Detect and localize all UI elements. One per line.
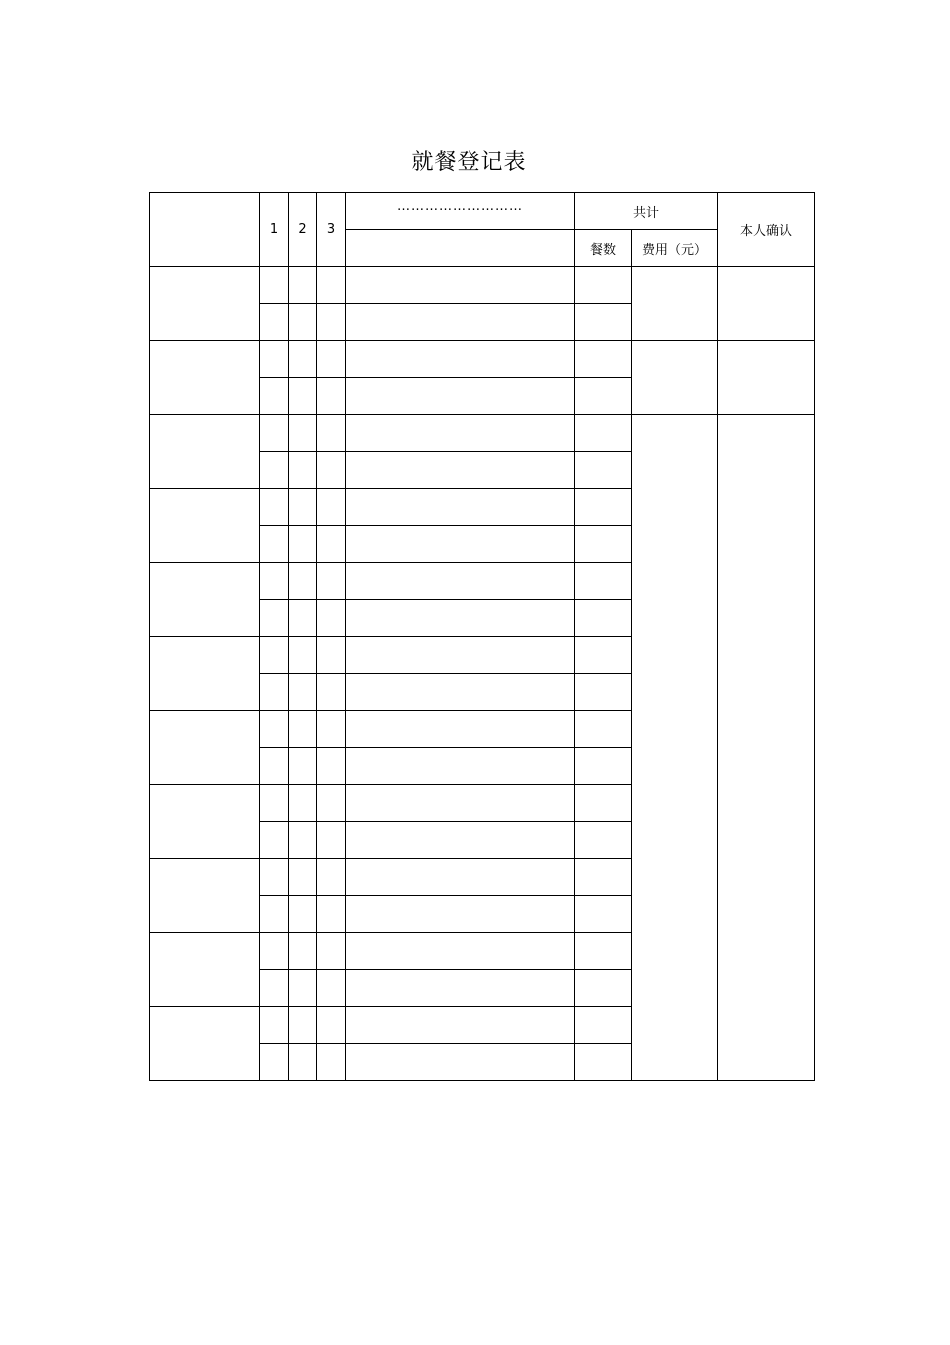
check-cell-2[interactable] bbox=[289, 970, 317, 1007]
check-cell-2[interactable] bbox=[289, 933, 317, 970]
check-cell-1[interactable] bbox=[260, 785, 289, 822]
check-cell-3[interactable] bbox=[317, 711, 346, 748]
header-cost: 费用（元） bbox=[632, 230, 718, 267]
check-cell-3[interactable] bbox=[317, 378, 346, 415]
meals-cell[interactable] bbox=[575, 970, 632, 1007]
detail-cell[interactable] bbox=[346, 600, 575, 637]
meals-cell[interactable] bbox=[575, 933, 632, 970]
check-cell-1[interactable] bbox=[260, 526, 289, 563]
confirm-cell[interactable] bbox=[718, 341, 815, 415]
check-cell-2[interactable] bbox=[289, 785, 317, 822]
detail-cell[interactable] bbox=[346, 674, 575, 711]
header-name-cell bbox=[150, 193, 260, 267]
check-cell-2[interactable] bbox=[289, 859, 317, 896]
meals-cell[interactable] bbox=[575, 526, 632, 563]
cost-cell[interactable] bbox=[632, 267, 718, 341]
check-cell-1[interactable] bbox=[260, 489, 289, 526]
name-cell[interactable] bbox=[150, 341, 260, 415]
meals-cell[interactable] bbox=[575, 341, 632, 378]
name-cell[interactable] bbox=[150, 785, 260, 859]
check-cell-2[interactable] bbox=[289, 378, 317, 415]
meals-cell[interactable] bbox=[575, 452, 632, 489]
check-cell-2[interactable] bbox=[289, 1044, 317, 1081]
check-cell-3[interactable] bbox=[317, 563, 346, 600]
check-cell-1[interactable] bbox=[260, 748, 289, 785]
meals-cell[interactable] bbox=[575, 859, 632, 896]
meals-cell[interactable] bbox=[575, 415, 632, 452]
check-cell-2[interactable] bbox=[289, 304, 317, 341]
name-cell[interactable] bbox=[150, 267, 260, 341]
check-cell-1[interactable] bbox=[260, 304, 289, 341]
table-row bbox=[150, 415, 815, 452]
check-cell-2[interactable] bbox=[289, 748, 317, 785]
check-cell-2[interactable] bbox=[289, 563, 317, 600]
check-cell-1[interactable] bbox=[260, 711, 289, 748]
page-title: 就餐登记表 bbox=[411, 150, 527, 175]
header-confirm: 本人确认 bbox=[718, 193, 815, 267]
detail-cell[interactable] bbox=[346, 637, 575, 674]
check-cell-3[interactable] bbox=[317, 341, 346, 378]
detail-cell[interactable] bbox=[346, 341, 575, 378]
check-cell-3[interactable] bbox=[317, 822, 346, 859]
header-meals: 餐数 bbox=[575, 230, 632, 267]
meals-cell[interactable] bbox=[575, 785, 632, 822]
check-cell-1[interactable] bbox=[260, 970, 289, 1007]
detail-cell[interactable] bbox=[346, 304, 575, 341]
check-cell-3[interactable] bbox=[317, 674, 346, 711]
header-blank-cell bbox=[346, 230, 575, 267]
check-cell-1[interactable] bbox=[260, 933, 289, 970]
name-cell[interactable] bbox=[150, 489, 260, 563]
meals-cell[interactable] bbox=[575, 822, 632, 859]
meals-cell[interactable] bbox=[575, 489, 632, 526]
check-cell-2[interactable] bbox=[289, 674, 317, 711]
header-row-1 bbox=[150, 193, 815, 230]
check-cell-3[interactable] bbox=[317, 785, 346, 822]
detail-cell[interactable] bbox=[346, 452, 575, 489]
detail-cell[interactable] bbox=[346, 822, 575, 859]
check-cell-2[interactable] bbox=[289, 489, 317, 526]
detail-cell[interactable] bbox=[346, 563, 575, 600]
check-cell-3[interactable] bbox=[317, 415, 346, 452]
check-cell-1[interactable] bbox=[260, 674, 289, 711]
cost-cell[interactable] bbox=[632, 341, 718, 415]
detail-cell[interactable] bbox=[346, 711, 575, 748]
check-cell-2[interactable] bbox=[289, 822, 317, 859]
check-cell-1[interactable] bbox=[260, 415, 289, 452]
check-cell-1[interactable] bbox=[260, 600, 289, 637]
check-cell-2[interactable] bbox=[289, 452, 317, 489]
check-cell-3[interactable] bbox=[317, 526, 346, 563]
check-cell-3[interactable] bbox=[317, 452, 346, 489]
check-cell-1[interactable] bbox=[260, 637, 289, 674]
check-cell-1[interactable] bbox=[260, 896, 289, 933]
name-cell[interactable] bbox=[150, 563, 260, 637]
detail-cell[interactable] bbox=[346, 785, 575, 822]
check-cell-1[interactable] bbox=[260, 1044, 289, 1081]
meals-cell[interactable] bbox=[575, 267, 632, 304]
meals-cell[interactable] bbox=[575, 1007, 632, 1044]
check-cell-2[interactable] bbox=[289, 896, 317, 933]
meal-registration-table bbox=[149, 192, 815, 1081]
detail-cell[interactable] bbox=[346, 1007, 575, 1044]
check-cell-1[interactable] bbox=[260, 822, 289, 859]
check-cell-3[interactable] bbox=[317, 896, 346, 933]
check-cell-3[interactable] bbox=[317, 600, 346, 637]
check-cell-1[interactable] bbox=[260, 563, 289, 600]
check-cell-1[interactable] bbox=[260, 378, 289, 415]
meals-cell[interactable] bbox=[575, 1044, 632, 1081]
header-col-3: 3 bbox=[317, 193, 346, 267]
check-cell-2[interactable] bbox=[289, 1007, 317, 1044]
cost-cell[interactable] bbox=[632, 415, 718, 1081]
check-cell-3[interactable] bbox=[317, 859, 346, 896]
header-col-2: 2 bbox=[289, 193, 317, 267]
meals-cell[interactable] bbox=[575, 674, 632, 711]
detail-cell[interactable] bbox=[346, 970, 575, 1007]
detail-cell[interactable] bbox=[346, 489, 575, 526]
check-cell-3[interactable] bbox=[317, 933, 346, 970]
table-row bbox=[150, 341, 815, 378]
confirm-cell[interactable] bbox=[718, 415, 815, 1081]
meals-cell[interactable] bbox=[575, 896, 632, 933]
name-cell[interactable] bbox=[150, 415, 260, 489]
check-cell-3[interactable] bbox=[317, 637, 346, 674]
meals-cell[interactable] bbox=[575, 711, 632, 748]
meals-cell[interactable] bbox=[575, 748, 632, 785]
detail-cell[interactable] bbox=[346, 933, 575, 970]
name-cell[interactable] bbox=[150, 859, 260, 933]
meals-cell[interactable] bbox=[575, 563, 632, 600]
check-cell-1[interactable] bbox=[260, 341, 289, 378]
detail-cell[interactable] bbox=[346, 378, 575, 415]
check-cell-2[interactable] bbox=[289, 711, 317, 748]
meals-cell[interactable] bbox=[575, 637, 632, 674]
check-cell-1[interactable] bbox=[260, 1007, 289, 1044]
check-cell-2[interactable] bbox=[289, 600, 317, 637]
name-cell[interactable] bbox=[150, 1007, 260, 1081]
check-cell-1[interactable] bbox=[260, 452, 289, 489]
check-cell-3[interactable] bbox=[317, 1007, 346, 1044]
meals-cell[interactable] bbox=[575, 304, 632, 341]
check-cell-2[interactable] bbox=[289, 415, 317, 452]
check-cell-3[interactable] bbox=[317, 304, 346, 341]
name-cell[interactable] bbox=[150, 711, 260, 785]
detail-cell[interactable] bbox=[346, 267, 575, 304]
check-cell-1[interactable] bbox=[260, 859, 289, 896]
detail-cell[interactable] bbox=[346, 526, 575, 563]
check-cell-1[interactable] bbox=[260, 267, 289, 304]
meals-cell[interactable] bbox=[575, 600, 632, 637]
table-row bbox=[150, 267, 815, 304]
detail-cell[interactable] bbox=[346, 859, 575, 896]
check-cell-2[interactable] bbox=[289, 341, 317, 378]
detail-cell[interactable] bbox=[346, 748, 575, 785]
check-cell-3[interactable] bbox=[317, 1044, 346, 1081]
detail-cell[interactable] bbox=[346, 896, 575, 933]
check-cell-3[interactable] bbox=[317, 489, 346, 526]
detail-cell[interactable] bbox=[346, 1044, 575, 1081]
name-cell[interactable] bbox=[150, 933, 260, 1007]
check-cell-2[interactable] bbox=[289, 637, 317, 674]
header-dots: ……………………… bbox=[346, 193, 575, 230]
meals-cell[interactable] bbox=[575, 378, 632, 415]
header-total: 共计 bbox=[575, 193, 718, 230]
check-cell-2[interactable] bbox=[289, 526, 317, 563]
check-cell-3[interactable] bbox=[317, 267, 346, 304]
check-cell-2[interactable] bbox=[289, 267, 317, 304]
check-cell-3[interactable] bbox=[317, 748, 346, 785]
confirm-cell[interactable] bbox=[718, 267, 815, 341]
check-cell-3[interactable] bbox=[317, 970, 346, 1007]
detail-cell[interactable] bbox=[346, 415, 575, 452]
header-col-1: 1 bbox=[260, 193, 289, 267]
name-cell[interactable] bbox=[150, 637, 260, 711]
